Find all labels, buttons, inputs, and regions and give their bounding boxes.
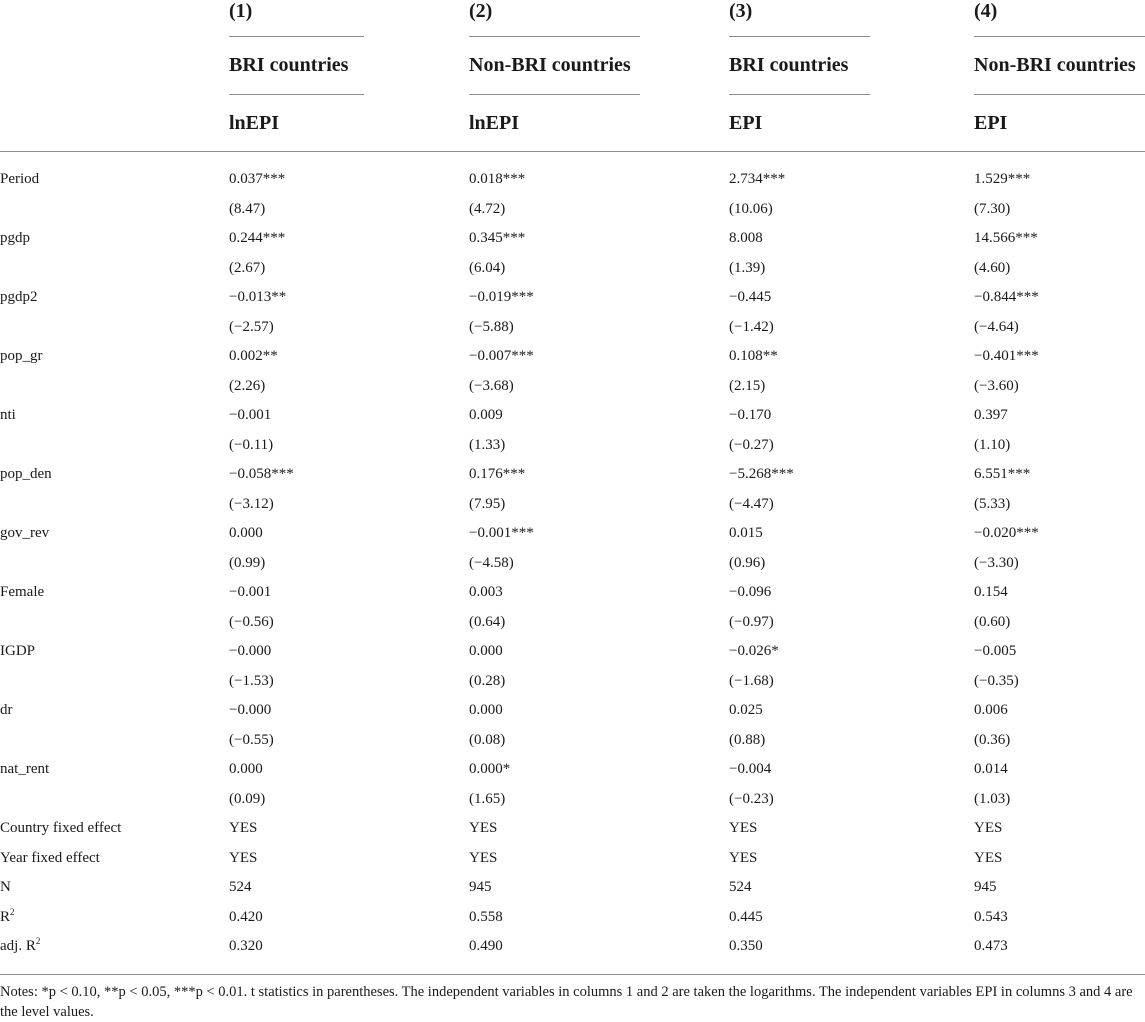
cell-col-4: 945: [974, 879, 997, 895]
cell-col-1: −0.000: [229, 643, 272, 659]
cell-col-4: (0.36): [974, 731, 1011, 748]
table-row: [0, 755, 1145, 785]
row-label: [0, 814, 121, 844]
cell-col-1: (0.99): [229, 554, 266, 571]
cell-col-2: 945: [469, 879, 492, 895]
table-row: [0, 637, 1145, 667]
cell-col-1: 0.037***: [229, 171, 286, 187]
table-row: [0, 549, 1145, 579]
table-row: [0, 254, 1145, 284]
cell-col-1: (−1.53): [229, 672, 274, 689]
cell-col-1: 0.000: [229, 761, 263, 777]
cell-col-3: (−0.23): [729, 790, 774, 807]
cell-col-4: (0.60): [974, 613, 1011, 630]
col-3-rule-mid: [729, 94, 870, 95]
table-row: [0, 490, 1145, 520]
cell-col-3: YES: [729, 849, 758, 866]
col-1-number: (1): [229, 0, 253, 22]
row-label: [0, 165, 39, 195]
table-row: [0, 224, 1145, 254]
row-label-text: gov_rev: [0, 525, 50, 541]
table-row: [0, 667, 1145, 697]
row-label-text: Period: [0, 171, 40, 187]
cell-col-3: (2.15): [729, 377, 766, 394]
table-row: [0, 608, 1145, 638]
cell-col-4: 6.551***: [974, 466, 1031, 482]
table-row: [0, 903, 1145, 933]
row-label-text: IGDP: [0, 643, 36, 659]
col-2-dep-var: lnEPI: [469, 112, 520, 134]
row-label-text: R: [0, 908, 11, 925]
cell-col-1: 0.420: [229, 908, 263, 925]
cell-col-4: −0.401***: [974, 348, 1039, 364]
col-3-number: (3): [729, 0, 753, 22]
table-row: [0, 401, 1145, 431]
cell-col-1: (−0.55): [229, 731, 274, 748]
row-label-text: Year fixed effect: [0, 849, 100, 866]
cell-col-3: 0.025: [729, 702, 763, 718]
cell-col-4: (−4.64): [974, 318, 1019, 335]
table-row: [0, 696, 1145, 726]
cell-col-1: (8.47): [229, 200, 266, 217]
row-label-text: dr: [0, 702, 13, 718]
cell-col-2: YES: [469, 849, 498, 866]
cell-col-2: (0.28): [469, 672, 506, 689]
cell-col-4: (1.10): [974, 436, 1011, 453]
cell-col-1: 0.000: [229, 525, 263, 541]
header-bottom-rule: [0, 151, 1145, 152]
table-row: [0, 873, 1145, 903]
cell-col-4: 0.397: [974, 407, 1008, 423]
cell-col-1: YES: [229, 820, 258, 836]
cell-col-2: −0.001***: [469, 525, 534, 541]
cell-col-1: 0.002**: [229, 348, 278, 364]
row-label-text: N: [0, 879, 11, 895]
table-row: [0, 342, 1145, 372]
cell-col-2: 0.558: [469, 908, 503, 925]
row-label: [0, 578, 44, 608]
cell-col-2: (6.04): [469, 259, 506, 276]
cell-col-2: (0.08): [469, 731, 506, 748]
table-row: [0, 372, 1145, 402]
cell-col-2: −0.007***: [469, 348, 534, 364]
cell-col-4: −0.020***: [974, 525, 1039, 541]
row-label: [0, 519, 49, 549]
cell-col-1: −0.013**: [229, 289, 287, 305]
table-bottom-rule: [0, 974, 1145, 975]
row-label-text: Country fixed effect: [0, 820, 122, 836]
row-label: [0, 401, 16, 431]
cell-col-3: (−4.47): [729, 495, 774, 512]
cell-col-3: (1.39): [729, 259, 766, 276]
cell-col-2: YES: [469, 820, 498, 836]
col-2-group: Non-BRI countries: [469, 54, 631, 76]
row-label: [0, 460, 52, 490]
cell-col-1: (2.67): [229, 259, 266, 276]
cell-col-4: YES: [974, 820, 1003, 836]
cell-col-3: 0.108**: [729, 348, 778, 364]
col-2-number: (2): [469, 0, 493, 22]
col-4-rule-top: [974, 36, 1145, 37]
table-row: [0, 519, 1145, 549]
cell-col-2: 0.345***: [469, 230, 526, 246]
row-label: [0, 283, 38, 313]
cell-col-4: 0.154: [974, 584, 1008, 600]
cell-col-4: (4.60): [974, 259, 1011, 276]
cell-col-3: (0.96): [729, 554, 766, 571]
cell-col-3: 0.445: [729, 908, 763, 925]
table-row: [0, 578, 1145, 608]
cell-col-3: −0.170: [729, 407, 772, 423]
cell-col-3: 2.734***: [729, 171, 786, 187]
cell-col-3: (10.06): [729, 200, 773, 217]
cell-col-2: 0.000: [469, 643, 503, 659]
row-label: [0, 696, 13, 726]
cell-col-4: (−0.35): [974, 672, 1019, 689]
cell-col-2: (4.72): [469, 200, 506, 217]
col-4-group: Non-BRI countries: [974, 54, 1136, 76]
cell-col-3: YES: [729, 820, 758, 836]
cell-col-1: (0.09): [229, 790, 266, 807]
row-label: [0, 873, 11, 903]
col-3-dep-var: EPI: [729, 112, 763, 134]
cell-col-3: 524: [729, 879, 752, 895]
col-3-rule-top: [729, 36, 870, 37]
row-label-text: pgdp: [0, 230, 30, 246]
cell-col-3: (−1.42): [729, 318, 774, 335]
col-3-group: BRI countries: [729, 54, 849, 76]
cell-col-2: −0.019***: [469, 289, 534, 305]
cell-col-3: 0.350: [729, 938, 763, 954]
cell-col-2: 0.176***: [469, 466, 526, 482]
cell-col-2: 0.009: [469, 407, 503, 423]
cell-col-1: (2.26): [229, 377, 266, 394]
cell-col-2: (7.95): [469, 495, 506, 512]
row-label: [0, 224, 30, 254]
cell-col-3: 8.008: [729, 230, 763, 246]
cell-col-1: (−3.12): [229, 495, 274, 512]
row-label-text: adj. R: [0, 938, 36, 954]
cell-col-2: (1.65): [469, 790, 506, 807]
cell-col-2: (1.33): [469, 436, 506, 453]
table-row: [0, 460, 1145, 490]
col-1-rule-mid: [229, 94, 364, 95]
cell-col-3: (0.88): [729, 731, 766, 748]
cell-col-3: −0.445: [729, 289, 772, 305]
cell-col-1: YES: [229, 849, 258, 866]
row-label-text: pgdp2: [0, 289, 38, 305]
row-label-text: nat_rent: [0, 761, 50, 777]
row-label-text: pop_den: [0, 466, 52, 482]
table-row: [0, 844, 1145, 874]
table-row: [0, 932, 1145, 962]
cell-col-4: 1.529***: [974, 171, 1031, 187]
table-row: [0, 814, 1145, 844]
cell-col-2: 0.000*: [469, 761, 511, 777]
cell-col-2: 0.000: [469, 702, 503, 718]
cell-col-4: 0.543: [974, 908, 1008, 925]
row-label: [0, 637, 35, 667]
cell-col-4: (1.03): [974, 790, 1011, 807]
cell-col-3: −0.004: [729, 761, 772, 777]
cell-col-1: (−0.11): [229, 436, 274, 453]
col-2-rule-mid: [469, 94, 640, 95]
cell-col-1: −0.000: [229, 702, 272, 718]
cell-col-4: (−3.30): [974, 554, 1019, 571]
cell-col-4: (−3.60): [974, 377, 1019, 394]
row-label-superscript: 2: [35, 936, 41, 946]
cell-col-3: −0.096: [729, 584, 772, 600]
cell-col-2: (−3.68): [469, 377, 514, 394]
table-row: [0, 283, 1145, 313]
cell-col-4: −0.005: [974, 643, 1017, 659]
cell-col-1: (−0.56): [229, 613, 274, 630]
table-row: [0, 726, 1145, 756]
row-label-text: pop_gr: [0, 348, 43, 364]
col-4-number: (4): [974, 0, 998, 22]
cell-col-3: −5.268***: [729, 466, 794, 482]
row-label: [0, 932, 40, 962]
cell-col-2: (0.64): [469, 613, 506, 630]
table-notes: Notes: *p < 0.10, **p < 0.05, ***p < 0.01. t statistics in parentheses. The independent variables in columns 1 and 2 are taken the logarithms. The independent variables EPI in columns 3 and 4 are the level values.: [0, 984, 1133, 1020]
cell-col-2: (−4.58): [469, 554, 514, 571]
cell-col-1: −0.001: [229, 584, 272, 600]
cell-col-2: (−5.88): [469, 318, 514, 335]
col-1-dep-var: lnEPI: [229, 112, 280, 134]
cell-col-1: −0.058***: [229, 466, 294, 482]
cell-col-3: 0.015: [729, 525, 763, 541]
row-label: [0, 755, 49, 785]
cell-col-3: −0.026*: [729, 643, 779, 659]
row-label-superscript: 2: [10, 906, 15, 917]
table-row: [0, 313, 1145, 343]
row-label: [0, 844, 100, 874]
col-4-dep-var: EPI: [974, 112, 1008, 134]
cell-col-4: (7.30): [974, 200, 1011, 217]
row-label: [0, 903, 15, 933]
cell-col-3: (−0.27): [729, 436, 774, 453]
cell-col-3: (−1.68): [729, 672, 774, 689]
cell-col-3: (−0.97): [729, 613, 774, 630]
cell-col-4: YES: [974, 849, 1003, 866]
cell-col-2: 0.018***: [469, 171, 526, 187]
row-label-text: nti: [0, 407, 16, 423]
col-4-rule-mid: [974, 94, 1145, 95]
cell-col-1: 524: [229, 879, 252, 895]
col-1-rule-top: [229, 36, 364, 37]
table-row: [0, 431, 1145, 461]
cell-col-1: 0.244***: [229, 230, 286, 246]
cell-col-1: 0.320: [229, 938, 263, 954]
cell-col-4: 0.014: [974, 761, 1008, 777]
col-1-group: BRI countries: [229, 54, 349, 76]
cell-col-4: 0.006: [974, 702, 1008, 718]
table-row: [0, 195, 1145, 225]
col-2-rule-top: [469, 36, 640, 37]
cell-col-2: 0.490: [469, 938, 503, 954]
cell-col-2: 0.003: [469, 584, 503, 600]
cell-col-4: 0.473: [974, 938, 1008, 954]
cell-col-1: (−2.57): [229, 318, 274, 335]
cell-col-1: −0.001: [229, 407, 272, 423]
table-row: [0, 165, 1145, 195]
cell-col-4: (5.33): [974, 495, 1011, 512]
cell-col-4: 14.566***: [974, 230, 1038, 246]
table-row: [0, 785, 1145, 815]
cell-col-4: −0.844***: [974, 289, 1039, 305]
row-label: [0, 342, 43, 372]
row-label-text: Female: [0, 584, 45, 600]
